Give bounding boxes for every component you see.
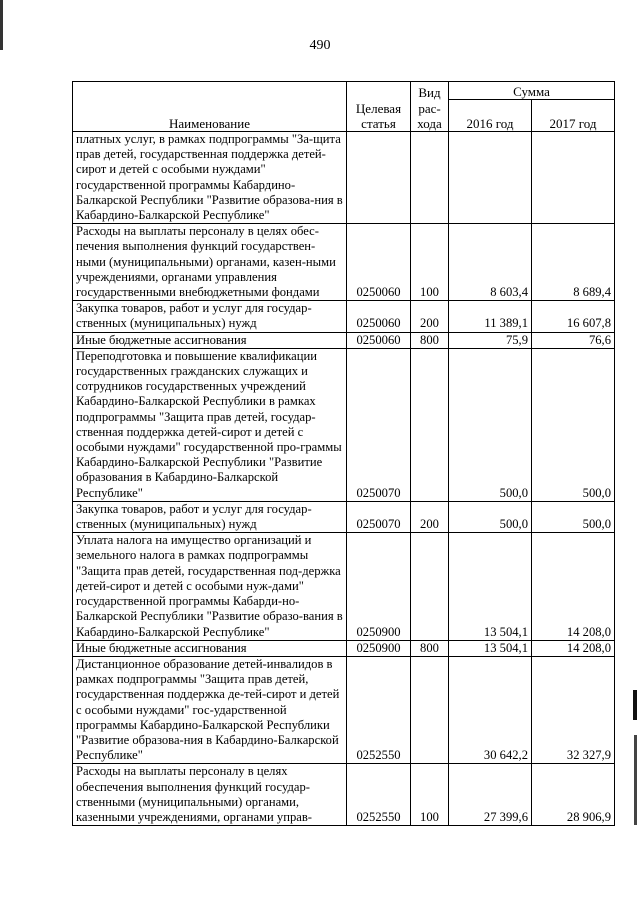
scan-edge-mark	[634, 735, 637, 825]
table-row	[73, 132, 615, 224]
table-row	[73, 533, 615, 640]
row-expense-type: 200	[411, 301, 449, 332]
row-expense-type	[411, 533, 449, 640]
row-sum-2016: 13 504,1	[449, 533, 532, 640]
row-expense-type: 800	[411, 640, 449, 656]
row-target-code	[347, 132, 411, 224]
row-expense-type	[411, 656, 449, 763]
table-row	[73, 301, 615, 332]
row-sum-2016: 30 642,2	[449, 656, 532, 763]
table-row	[73, 501, 615, 532]
row-expense-type: 800	[411, 332, 449, 348]
scan-edge-mark	[0, 0, 3, 50]
row-sum-2017: 76,6	[532, 332, 615, 348]
row-name: Уплата налога на имущество организаций и земельного налога в рамках подпрограммы "Защита прав детей, государственная под-держка детей-сирот и детей с особыми нуж-дами" государственной программы Кабарди-но-Балкарской Республики "Развитие образо-вания в Кабардино-Балкарской Республике"	[73, 533, 347, 640]
row-target-code: 0250070	[347, 348, 411, 501]
table-body	[73, 132, 615, 826]
row-sum-2017: 32 327,9	[532, 656, 615, 763]
row-sum-2017: 14 208,0	[532, 533, 615, 640]
row-target-code: 0250060	[347, 224, 411, 301]
table-row	[73, 348, 615, 501]
row-target-code: 0252550	[347, 764, 411, 826]
table-row	[73, 764, 615, 826]
table-row	[73, 656, 615, 763]
row-name: Иные бюджетные ассигнования	[73, 640, 347, 656]
row-expense-type: 100	[411, 764, 449, 826]
row-sum-2016	[449, 132, 532, 224]
row-name: Закупка товаров, работ и услуг для государ-ственных (муниципальных) нужд	[73, 301, 347, 332]
row-sum-2017: 16 607,8	[532, 301, 615, 332]
header-vid: Вид рас-хода	[411, 82, 449, 132]
row-sum-2016: 500,0	[449, 501, 532, 532]
row-expense-type: 200	[411, 501, 449, 532]
row-name: Расходы на выплаты персоналу в целях обес-печения выполнения функций государствен-ными (муниципальными) органами, казен-ными учреждениями, органами управления государственными внебюджетными фондами	[73, 224, 347, 301]
row-name: платных услуг, в рамках подпрограммы "За-щита прав детей, государственная поддержка детей-сирот и детей с особыми нуждами" государственной программы Кабардино-Балкарской Республики "Развитие образова-ния в Кабардино-Балкарской Республике"	[73, 132, 347, 224]
row-target-code: 0250060	[347, 301, 411, 332]
row-sum-2017: 8 689,4	[532, 224, 615, 301]
row-target-code: 0250070	[347, 501, 411, 532]
row-target-code: 0252550	[347, 656, 411, 763]
row-expense-type	[411, 348, 449, 501]
header-2016: 2016 год	[449, 100, 532, 132]
row-sum-2016: 500,0	[449, 348, 532, 501]
table-row	[73, 640, 615, 656]
row-target-code: 0250060	[347, 332, 411, 348]
row-sum-2017	[532, 132, 615, 224]
row-name: Дистанционное образование детей-инвалидов в рамках подпрограммы "Защита прав детей, государственная поддержка де-тей-сирот и детей с особыми нуждами" гос-ударственной программы Кабардино-Балкарской Республики "Развитие образова-ния в Кабардино-Балкарской Республике"	[73, 656, 347, 763]
row-target-code: 0250900	[347, 533, 411, 640]
table-row	[73, 332, 615, 348]
row-sum-2017: 500,0	[532, 501, 615, 532]
row-sum-2017: 500,0	[532, 348, 615, 501]
header-target: Целевая статья	[347, 82, 411, 132]
page-number: 490	[309, 38, 331, 53]
row-sum-2016: 13 504,1	[449, 640, 532, 656]
header-sum: Сумма	[449, 82, 615, 100]
row-expense-type	[411, 132, 449, 224]
table-row	[73, 224, 615, 301]
row-sum-2016: 8 603,4	[449, 224, 532, 301]
row-name: Расходы на выплаты персоналу в целях обеспечения выполнения функций государ-ственными (муниципальными) органами, казенными учреждениями, органами управ-	[73, 764, 347, 826]
header-2017: 2017 год	[532, 100, 615, 132]
row-name: Переподготовка и повышение квалификации государственных гражданских служащих и сотрудников государственных учреждений Кабардино-Балкарской Республики в рамках подпрограммы "Защита прав детей, государ-ственная поддержка детей-сирот и детей с особыми нуждами" государственной про-граммы Кабардино-Балкарской Республики "Развитие образования в Кабардино-Балкарской Республике"	[73, 348, 347, 501]
row-sum-2016: 27 399,6	[449, 764, 532, 826]
row-sum-2017: 28 906,9	[532, 764, 615, 826]
row-sum-2017: 14 208,0	[532, 640, 615, 656]
row-target-code: 0250900	[347, 640, 411, 656]
row-name: Закупка товаров, работ и услуг для государ-ственных (муниципальных) нужд	[73, 501, 347, 532]
row-expense-type: 100	[411, 224, 449, 301]
table-header	[73, 82, 615, 132]
budget-table	[72, 81, 615, 826]
row-name: Иные бюджетные ассигнования	[73, 332, 347, 348]
scan-edge-mark	[633, 690, 637, 720]
row-sum-2016: 75,9	[449, 332, 532, 348]
header-name: Наименование	[73, 82, 347, 132]
row-sum-2016: 11 389,1	[449, 301, 532, 332]
